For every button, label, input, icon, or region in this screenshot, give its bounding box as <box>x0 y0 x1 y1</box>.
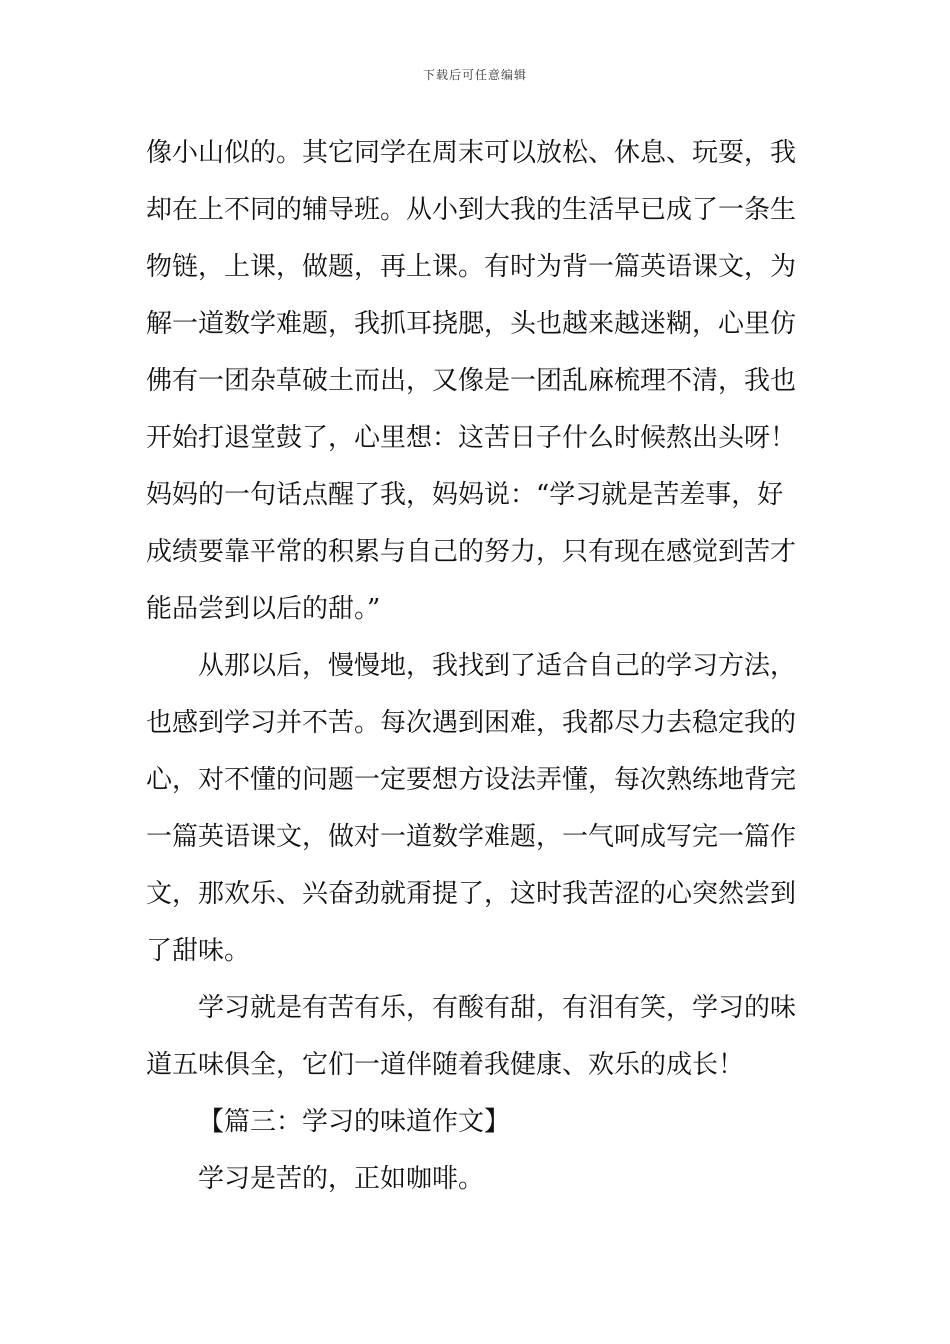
page-header: 下载后可任意编辑 <box>422 68 527 82</box>
text-line: 却在上不同的辅导班。从小到大我的生活早已成了一条生 <box>146 195 797 225</box>
text-line: 妈妈的一句话点醒了我，妈妈说：“学习就是苦差事，好 <box>146 480 784 510</box>
text-line: 解一道数学难题，我抓耳挠腮，头也越来越迷糊，心里仿 <box>146 309 797 339</box>
document-body <box>146 125 814 1208</box>
paragraph-first-line: 学习是苦的，正如咖啡。 <box>198 1164 485 1194</box>
section-heading: 【篇三：学习的味道作文】 <box>198 1107 511 1137</box>
text-line: 像小山似的。其它同学在周末可以放松、休息、玩耍，我 <box>146 138 797 168</box>
paragraph-first-line: 从那以后，慢慢地，我找到了适合自己的学习方法， <box>198 651 797 681</box>
text-line: 心，对不懂的问题一定要想方设法弄懂，每次熟练地背完 <box>146 765 797 795</box>
text-line: 佛有一团杂草破土而出，又像是一团乱麻梳理不清，我也 <box>146 366 797 396</box>
text-line: 能品尝到以后的甜。” <box>146 594 381 624</box>
text-line: 了甜味。 <box>146 936 251 966</box>
text-line: 也感到学习并不苦。每次遇到困难，我都尽力去稳定我的 <box>146 708 797 738</box>
text-line: 一篇英语课文，做对一道数学难题，一气呵成写完一篇作 <box>146 822 797 852</box>
text-line: 道五味俱全，它们一道伴随着我健康、欢乐的成长！ <box>146 1050 745 1080</box>
text-line: 物链，上课，做题，再上课。有时为背一篇英语课文，为 <box>146 252 797 282</box>
text-line: 成绩要靠平常的积累与自己的努力，只有现在感觉到苦才 <box>146 537 797 567</box>
text-line: 开始打退堂鼓了，心里想：这苦日子什么时候熬出头呀！ <box>146 423 797 453</box>
text-line: 文，那欢乐、兴奋劲就甭提了，这时我苦涩的心突然尝到 <box>146 879 797 909</box>
paragraph-first-line: 学习就是有苦有乐，有酸有甜，有泪有笑，学习的味 <box>198 993 797 1023</box>
